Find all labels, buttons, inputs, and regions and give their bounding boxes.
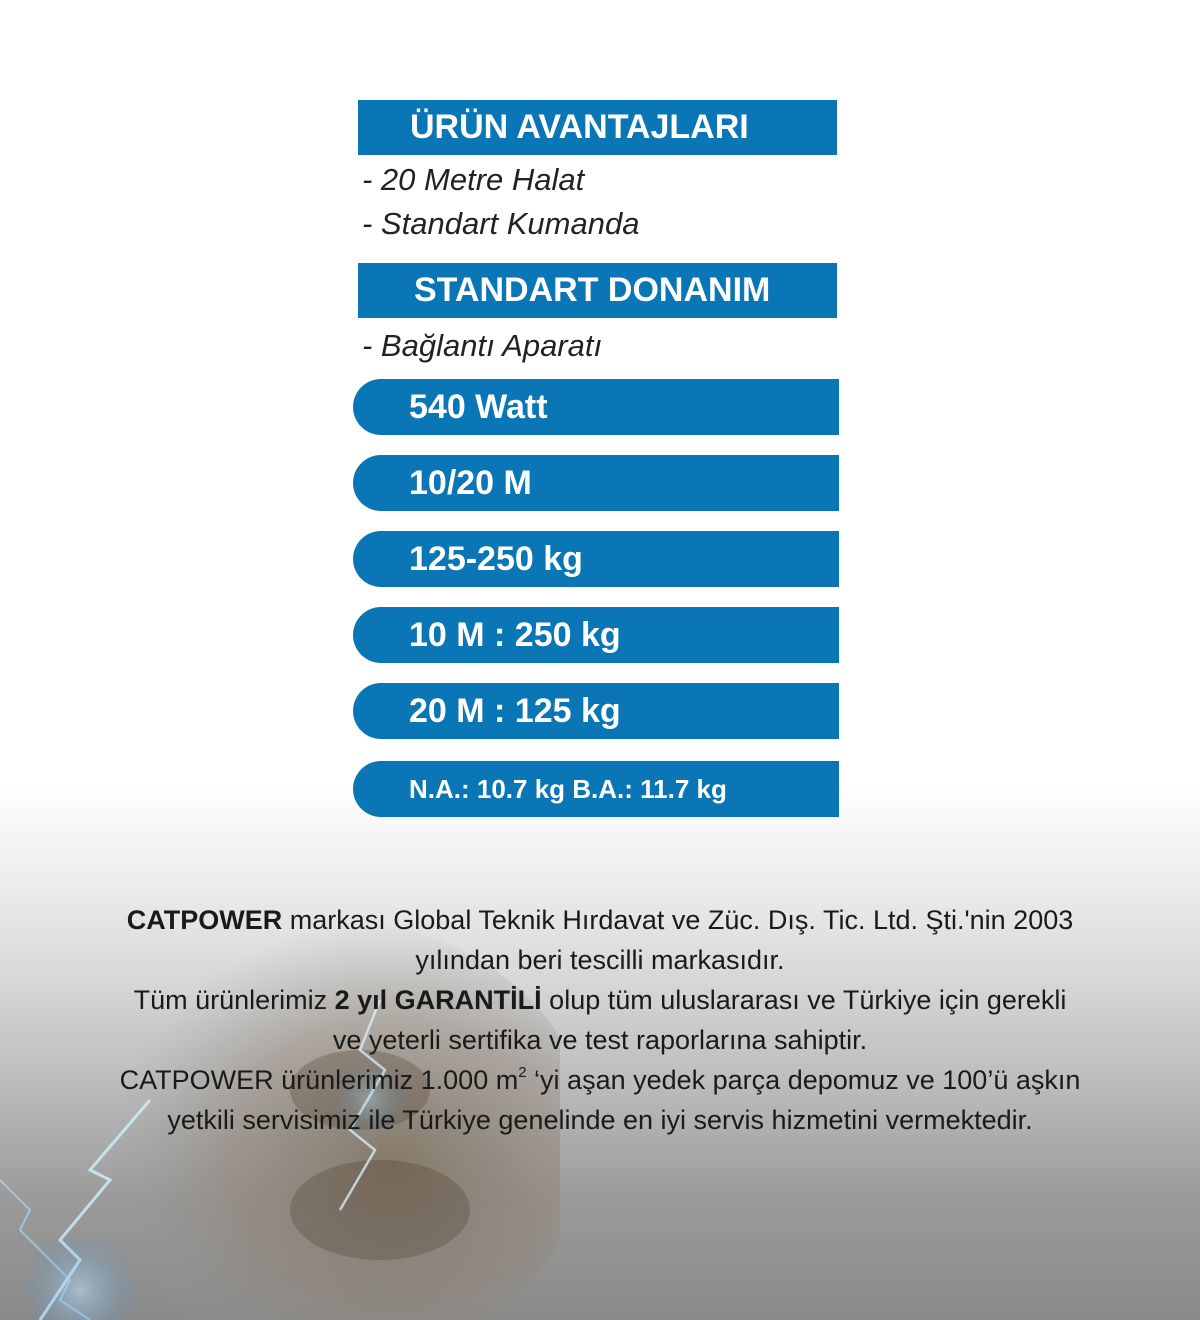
advantage-item-remote: - Standart Kumanda	[362, 206, 640, 241]
advantage-item-rope: - 20 Metre Halat	[362, 162, 585, 197]
spec-weight: N.A.: 10.7 kg B.A.: 11.7 kg	[353, 761, 839, 817]
warranty-text: 2 yıl GARANTİLİ	[334, 985, 542, 1015]
spec-power: 540 Watt	[353, 379, 839, 435]
info-line-4: ve yeterli sertifika ve test raporlarına sahiptir.	[332, 1025, 868, 1055]
spec-capacity-10m: 10 M : 250 kg	[353, 607, 839, 663]
spec-capacity-20m: 20 M : 125 kg	[353, 683, 839, 739]
info-line-5: CATPOWER ürünlerimiz 1.000 $m^2$ ‘yi aşan yedek parça depomuz ve 100’ü aşkın	[119, 1064, 1081, 1095]
info-line-6: yetkili servisimiz ile Türkiye genelinde en iyi servis hizmetini vermektedir.	[167, 1105, 1033, 1135]
brand-info-text	[40, 900, 1160, 1140]
info-line-1: CATPOWER markası Global Teknik Hırdavat ve Züc. Dış. Tic. Ltd. Şti.'nin 2003	[126, 905, 1074, 935]
info-line-3: Tüm ürünlerimiz 2 yıl GARANTİLİ olup tüm uluslararası ve Türkiye için gerekli	[133, 985, 1067, 1015]
info-line-2: yılından beri tescilli markasıdır.	[415, 945, 785, 975]
product-advantages-header: ÜRÜN AVANTAJLARI	[358, 100, 837, 155]
equipment-item-adapter: - Bağlantı Aparatı	[362, 328, 603, 363]
brand-name: CATPOWER	[126, 905, 283, 935]
spec-rope-length: 10/20 M	[353, 455, 839, 511]
standard-equipment-header: STANDART DONANIM	[358, 263, 837, 318]
spec-capacity: 125-250 kg	[353, 531, 839, 587]
